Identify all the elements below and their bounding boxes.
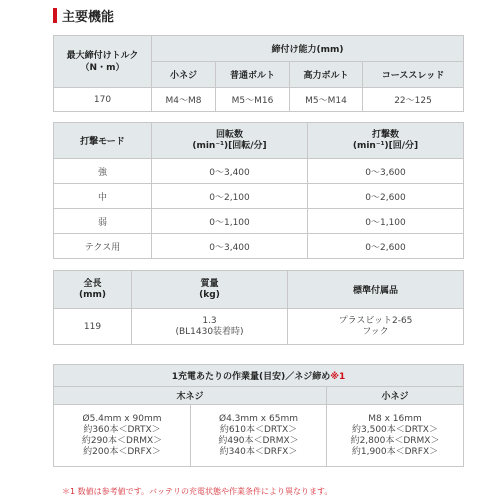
header-accent-bar [53,8,57,23]
count-drtx: 約3,500本＜DRTX＞ [352,424,438,435]
accessories-header: 標準付属品 [288,271,464,309]
work-title-text: 1充電あたりの作業量(目安)／ネジ締め [171,372,331,382]
mode-header: 打撃モード [54,123,152,159]
high-tension-bolt-value: M5～M14 [290,88,363,112]
accessory-hook: フック [362,326,389,337]
capacity-table [53,35,464,112]
capacity-group-header: 締付け能力(mm) [152,36,464,62]
work-per-charge-table [53,364,464,467]
mode-tex: テクス用 [54,234,152,259]
wood-screw-header: 木ネジ [54,387,327,405]
bolt-header: 普通ボルト [216,62,290,88]
coarse-thread-value: 22～125 [363,88,464,112]
table-row [54,159,464,184]
mass-header-unit: (kg) [199,289,220,300]
length-header-label: 全長 [83,278,102,289]
impact-header-unit: (min⁻¹)[回/分] [352,140,419,151]
torque-value: 170 [54,88,152,112]
table-row [54,309,464,345]
table-row [54,405,464,467]
count-drmx: 約2,800本＜DRMX＞ [350,435,440,446]
table-row [54,234,464,259]
length-value: 119 [54,309,132,345]
mass-header [132,271,288,309]
screw-size: Ø4.3mm x 65mm [219,413,298,424]
mass-value-note: (BL1430装着時) [175,326,244,337]
mass-header-label: 質量 [200,278,219,289]
mode-strong: 強 [54,159,152,184]
rotation-value: 0～3,400 [152,234,308,259]
footnote [62,486,332,497]
count-drmx: 約490本＜DRMX＞ [218,435,299,446]
high-tension-bolt-header: 高力ボルト [290,62,363,88]
impact-header-label: 打撃数 [371,129,399,140]
dimensions-table [53,270,464,345]
count-drfx: 約1,900本＜DRFX＞ [351,446,439,457]
length-header [54,271,132,309]
accessories-value [288,309,464,345]
screw-size: Ø5.4mm x 90mm [82,413,162,424]
footnote-mark: ＊1 [62,487,76,496]
work-per-charge-title [54,365,464,387]
small-screw-value: M4～M8 [152,88,216,112]
accessory-bit: プラスビット2-65 [338,315,413,326]
count-drtx: 約610本＜DRTX＞ [219,424,298,435]
rotation-header-unit: (min⁻¹)[回転/分] [192,140,267,151]
impact-value: 0～1,100 [308,209,464,234]
length-header-unit: (mm) [79,289,106,300]
mass-value-main: 1.3 [202,315,217,326]
max-torque-header: 最大締付けトルク（N・m） [54,36,152,88]
impact-mode-table [53,122,464,259]
rotation-value: 0～1,100 [152,209,308,234]
coarse-thread-header: コーススレッド [363,62,464,88]
rotation-header-label: 回転数 [215,129,243,140]
work-col-3 [327,405,464,467]
work-col-2 [191,405,327,467]
work-title-mark: ※1 [330,372,346,382]
rotation-value: 0～2,100 [152,184,308,209]
table-row [54,209,464,234]
mode-weak: 弱 [54,209,152,234]
bolt-value: M5～M16 [216,88,290,112]
table-row [54,184,464,209]
screw-size: M8 x 16mm [368,413,422,424]
rotation-value: 0～3,400 [152,159,308,184]
mass-value [132,309,288,345]
count-drtx: 約360本＜DRTX＞ [83,424,161,435]
count-drfx: 約340本＜DRFX＞ [219,446,298,457]
footnote-text: 数値は参考値です。バッテリの充電状態や作業条件により異なります。 [77,487,333,496]
section-header [53,7,114,23]
work-col-1 [54,405,191,467]
mode-medium: 中 [54,184,152,209]
impact-header [308,123,464,159]
impact-value: 0～2,600 [308,184,464,209]
impact-value: 0～2,600 [308,234,464,259]
impact-value: 0～3,600 [308,159,464,184]
rotation-header [152,123,308,159]
small-screw-header: 小ネジ [152,62,216,88]
count-drmx: 約290本＜DRMX＞ [81,435,163,446]
machine-screw-header: 小ネジ [327,387,464,405]
table-row [54,88,464,112]
section-title: 主要機能 [62,9,115,25]
count-drfx: 約200本＜DRFX＞ [83,446,161,457]
